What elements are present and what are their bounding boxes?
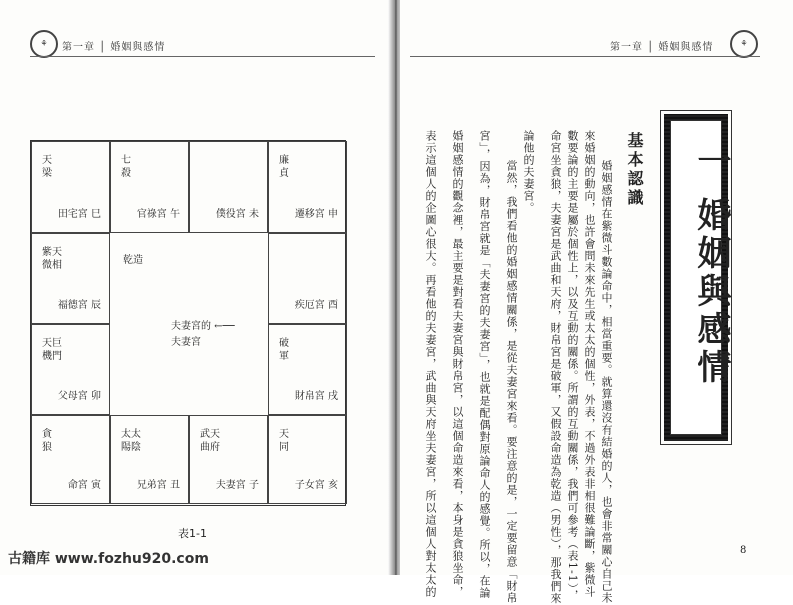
chart-cell-zi: [189, 415, 268, 504]
chart-cell-chou: [110, 415, 189, 504]
cell-palace: 疾厄宮 酉: [294, 300, 338, 311]
chart-cell-si: [31, 141, 110, 233]
page-number: 8: [740, 545, 747, 556]
chapter-emblem-icon: ⚘: [30, 30, 58, 58]
site-watermark: 古籍库 www.fozhu920.com: [8, 551, 209, 567]
paragraph-line: 來婚姻的動向，也許會問未來先生或太太的個性，外表，不過外表非相很難論斷，紫微斗: [583, 130, 596, 598]
cell-stars: 太太 陽陰: [121, 429, 141, 453]
title-panel: [670, 120, 731, 435]
header-chapter: 第一章: [610, 42, 643, 53]
paragraph-line: 論他的夫妻宮。: [522, 130, 535, 214]
chapter-title-box: [660, 110, 732, 445]
header-title: 婚姻與感情: [110, 42, 166, 53]
ziwei-chart: [30, 140, 346, 506]
cell-palace: 命宮 寅: [67, 480, 101, 491]
chart-cell-you: [268, 233, 347, 324]
header-rule: [410, 56, 760, 57]
cell-stars: 武天 曲府: [200, 429, 220, 453]
cell-palace: 田宅宮 巳: [57, 209, 101, 220]
cell-palace: 兄弟宮 丑: [136, 480, 180, 491]
chart-cell-mao: [31, 324, 110, 415]
chart-cell-yin: [31, 415, 110, 504]
cell-stars: 天巨 機門: [42, 338, 62, 362]
table-caption: 表1-1: [178, 527, 207, 540]
paragraph-line: 婚姻感情的觀念裡，最主要是對看夫妻宮與財帛宮，以這個命造來看，本身是貪狼坐命，: [451, 130, 464, 598]
chart-cell-shen: [268, 141, 347, 233]
paragraph-line: 婚姻感情在紫微斗數論命中，相當重要。就算還沒有結婚的人，也會非常關心自己未: [600, 160, 613, 604]
header-rule: [30, 56, 375, 57]
cell-palace: 父母宮 卯: [57, 391, 101, 402]
cell-stars: 七 殺: [121, 155, 131, 179]
cell-stars: 紫天 微相: [42, 247, 62, 271]
chapter-title: 一 婚姻與感情: [691, 143, 731, 387]
chart-center-note: 夫妻宮的 ←──: [171, 321, 235, 332]
paragraph-line: 數要論的主要是屬於個性上，以及互動的關係。所謂的互動關係，我們可參考（表1-1），: [566, 130, 579, 602]
cell-stars: 貪 狼: [42, 429, 52, 453]
paragraph-line: 宮」，因為，財帛宮就是「夫妻宮的夫妻宮」，也就是配偶對原論命人的感覺。所以，在論: [478, 130, 491, 599]
paragraph-line: 命宮坐貪狼，夫妻宮是武曲和天府，財帛宮是破軍，又假設命造為乾造（男性），那我們來: [549, 130, 562, 605]
cell-stars: 天 梁: [42, 155, 52, 179]
chart-center-note-2: 夫妻宮: [171, 337, 201, 348]
cell-palace: 子女宮 亥: [294, 480, 338, 491]
chart-cell-xu: [268, 324, 347, 415]
left-running-header: 第一章 │ 婚姻與感情: [62, 42, 166, 53]
left-page: [0, 0, 392, 575]
paragraph-line: 當然，我們看他的婚姻感情關係，是從夫妻宮來看。要注意的是，一定要留意「財帛: [505, 160, 518, 604]
chart-cell-wu: [110, 141, 189, 233]
chapter-emblem-icon: ⚘: [730, 30, 758, 58]
cell-palace: 夫妻宮 子: [215, 480, 259, 491]
chart-center-label: 乾造: [123, 255, 143, 266]
cell-stars: 天 同: [279, 429, 289, 453]
cell-palace: 財帛宮 戌: [294, 391, 338, 402]
chart-cell-hai: [268, 415, 347, 504]
cell-stars: 破 軍: [279, 338, 289, 362]
right-running-header: 第一章 │ 婚姻與感情: [610, 42, 714, 53]
cell-stars: 廉 貞: [279, 155, 289, 179]
cell-palace: 福德宮 辰: [57, 300, 101, 311]
cell-palace: 官祿宮 午: [136, 209, 180, 220]
chart-cell-chen: [31, 233, 110, 324]
header-title: 婚姻與感情: [658, 42, 714, 53]
section-heading: 基本認識: [625, 132, 644, 208]
header-chapter: 第一章: [62, 42, 95, 53]
cell-palace: 遷移宮 申: [294, 209, 338, 220]
cell-palace: 僕役宮 未: [215, 209, 259, 220]
chart-cell-wei: [189, 141, 268, 233]
paragraph-line: 表示這個人的企圖心很大。再看他的夫妻宮，武曲與天府坐夫妻宮，所以這個人對太太的: [424, 130, 437, 598]
